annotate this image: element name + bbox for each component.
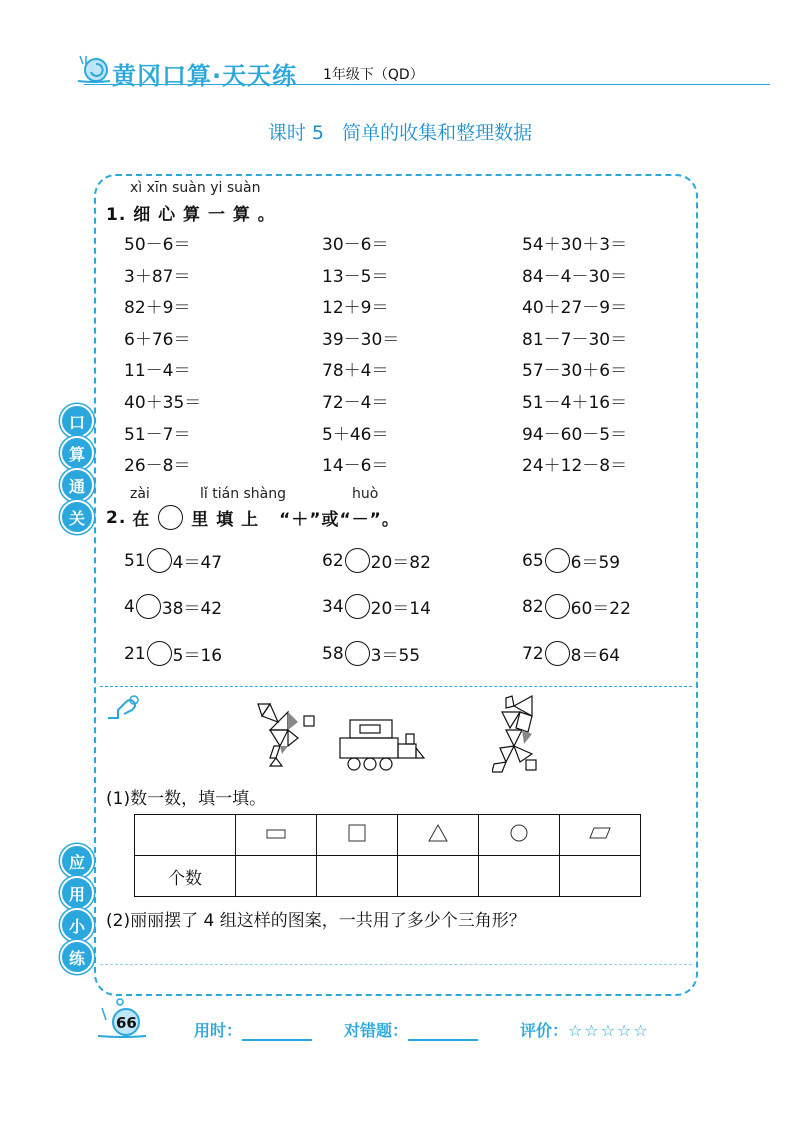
q2-right-part: 4＝47 [172,553,223,573]
operator-blank-circle[interactable] [545,548,570,573]
q1-exercise: 51－4＋16＝ [522,393,628,413]
count-cell-triangle[interactable] [398,856,479,897]
side-badge-xiao: 小 [60,908,94,942]
pointing-hand-icon [104,694,142,724]
triangle-icon [427,823,449,843]
header-divider [84,84,770,85]
app-sub2: (2)丽丽摆了 4 组这样的图案，一共用了多少个三角形？ [106,911,526,931]
q2-title [106,505,400,530]
q2-exercise [522,641,620,666]
count-cell-parallelogram[interactable] [560,856,641,897]
q2-right-part: 5＝16 [172,646,223,666]
section-divider [100,686,692,687]
footer-rating [520,1018,650,1041]
q1-exercise: 39－30＝ [322,329,400,350]
q1-exercise: 84－4－30＝ [522,266,628,287]
side-badge-kou: 口 [60,404,94,438]
q1-exercise: 78＋4＝ [322,361,389,382]
operator-blank-circle[interactable] [345,641,370,666]
table-header-square [317,815,398,856]
q1-pinyin: xì xīn suàn yi suàn [130,180,261,196]
q1-exercise: 14－6＝ [322,456,389,477]
table-corner-cell [135,815,236,856]
q2-number: 2. [106,507,127,528]
snail-logo-icon [74,52,114,86]
errors-label: 对错题： [344,1021,409,1040]
q2-pinyin-huo: huò [352,486,379,502]
q2-exercise [322,548,431,573]
q2-exercise [322,594,431,619]
footer-errors [344,1018,478,1041]
tangram-person-figure [492,694,552,774]
operator-blank-circle[interactable] [147,641,172,666]
operator-blank-circle[interactable] [345,548,370,573]
q2-exercise [522,548,620,573]
table-header-circle [479,815,560,856]
q1-exercise: 3＋87＝ [124,266,191,287]
operator-blank-circle[interactable] [136,594,161,619]
side-badge-guan: 关 [60,500,94,534]
q2-right-part: 38＝42 [161,599,223,619]
q1-exercise: 6＋76＝ [124,329,191,350]
q2-word-li: 里 填 上 [191,510,260,530]
grade-label: 1年级下（QD） [323,67,424,83]
side-badge-tong: 通 [60,468,94,502]
q1-exercise: 54＋30＋3＝ [522,235,628,255]
count-cell-circle[interactable] [479,856,560,897]
q2-left-operand: 4 [124,596,135,617]
errors-blank[interactable] [408,1038,478,1041]
operator-blank-circle[interactable] [147,548,172,573]
side-badge-suan: 算 [60,436,94,470]
operator-blank-circle[interactable] [545,594,570,619]
q2-pinyin-zai: zài [130,486,150,502]
q2-right-part: 60＝22 [570,599,631,619]
rating-label: 评价： [520,1021,569,1040]
app-sub1: (1)数一数，填一填。 [106,789,267,809]
square-icon [347,823,367,843]
table-header-parallelogram [560,815,641,856]
tangram-train-figure [336,716,426,772]
q2-exercise [124,548,222,573]
q1-exercise: 24＋12－8＝ [522,456,628,477]
lesson-name: 简单的收集和整理数据 [342,122,533,144]
parallelogram-icon [588,826,612,840]
q1-exercise: 5＋46＝ [322,424,389,445]
q2-right-part: 20＝14 [370,599,431,619]
tangram-bird-figure [252,702,322,772]
brand-name: 黄冈口算 [112,62,212,90]
q2-left-operand: 21 [124,643,146,664]
shape-count-table [134,814,641,897]
side-badge-ying: 应 [60,844,94,878]
count-cell-square[interactable] [317,856,398,897]
time-label: 用时： [194,1021,243,1040]
q1-exercise: 12＋9＝ [322,298,389,319]
q2-right-part: 6＝59 [570,553,621,573]
brand-dot: · [212,62,223,90]
side-badge-yong: 用 [60,876,94,910]
q1-exercise: 26－8＝ [124,456,191,477]
table-row-counts [135,856,641,897]
q2-left-operand: 58 [322,643,344,664]
circle-icon [508,822,530,844]
q2-exercise [124,641,222,666]
q1-exercise: 82＋9＝ [124,298,191,319]
q2-left-operand: 65 [522,550,544,571]
lesson-label: 课时 5 [267,122,325,144]
q2-right-part: 3＝55 [370,646,421,666]
q1-exercise: 13－5＝ [322,266,389,287]
table-row-label: 个数 [135,856,236,897]
q2-left-operand: 62 [322,550,344,571]
q2-left-operand: 72 [522,643,544,664]
q1-exercise: 57－30＋6＝ [522,361,628,382]
rectangle-icon [265,828,287,840]
footer-time [194,1018,312,1041]
q2-left-operand: 82 [522,596,544,617]
q1-text: 细 心 算 一 算 。 [133,205,276,225]
count-cell-rectangle[interactable] [236,856,317,897]
rating-stars[interactable]: ☆☆☆☆☆ [568,1021,650,1040]
q2-exercise [322,641,420,666]
q1-exercise: 11－4＝ [124,361,191,382]
circle-icon [158,505,183,530]
q1-exercise: 40＋27－9＝ [522,298,628,319]
q1-exercise: 81－7－30＝ [522,329,628,350]
page-number: 66 [116,1014,137,1032]
table-header-rectangle [236,815,317,856]
q2-word-plus: “＋”或“－”。 [279,510,400,530]
time-blank[interactable] [242,1038,312,1041]
q1-exercise: 72－4＝ [322,393,389,413]
q1-number: 1. [106,205,127,225]
q1-exercise: 50－6＝ [124,235,191,255]
q2-right-part: 8＝64 [570,646,621,666]
q2-word-zai: 在 [132,510,151,530]
answer-line [100,964,692,965]
q1-exercise: 40＋35＝ [124,393,202,413]
side-badge-lian: 练 [60,940,94,974]
q2-exercise [522,594,631,619]
q1-exercise: 30－6＝ [322,235,389,255]
table-row-shapes [135,815,641,856]
brand-title [112,56,297,91]
brand-sub: 天天练 [222,62,298,90]
q2-left-operand: 51 [124,550,146,571]
q1-exercise: 51－7＝ [124,424,191,445]
q1-exercise: 94－60－5＝ [522,424,628,445]
operator-blank-circle[interactable] [545,641,570,666]
q2-left-operand: 34 [322,596,344,617]
q1-title [106,200,276,225]
q2-pinyin-li: lǐ tián shàng [200,486,287,502]
q2-right-part: 20＝82 [370,553,431,573]
operator-blank-circle[interactable] [345,594,370,619]
q2-exercise [124,594,222,619]
lesson-title [0,118,800,145]
table-header-triangle [398,815,479,856]
